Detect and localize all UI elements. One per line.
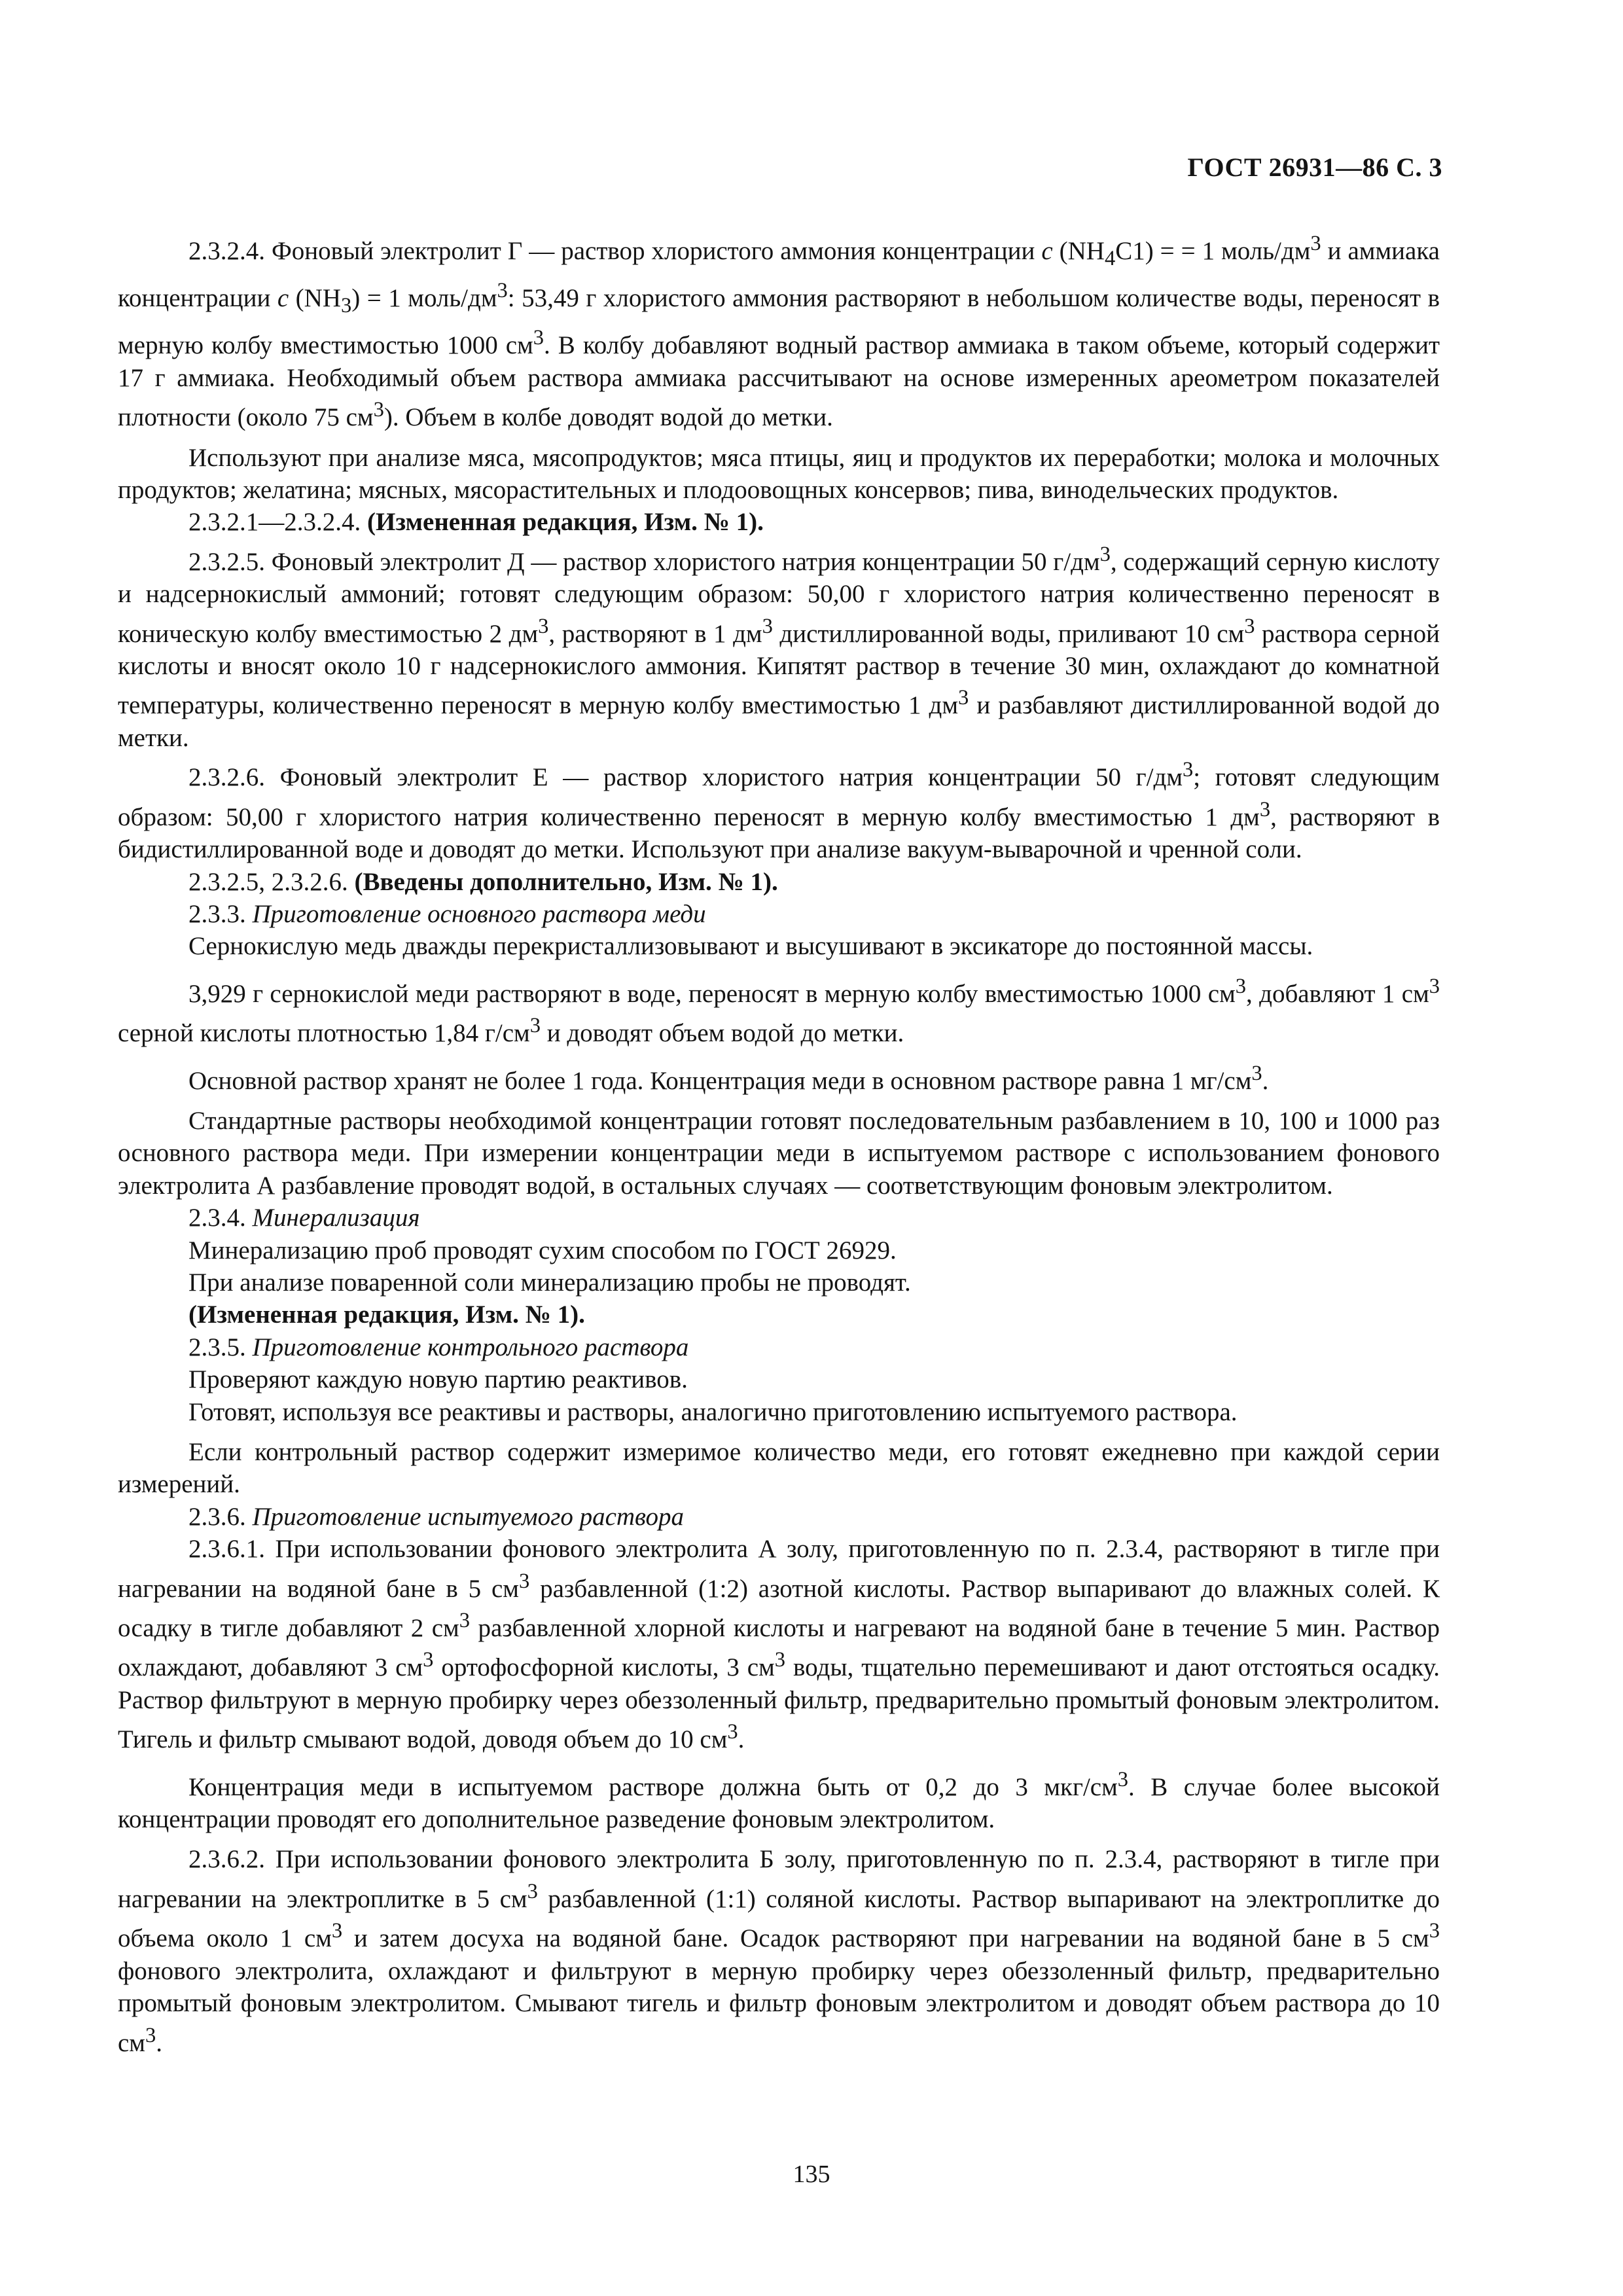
paragraph: 2.3.4. Минерализация bbox=[188, 1204, 420, 1232]
paragraph: Сернокислую медь дважды перекристаллизовывают и высушивают в эксикаторе до постоянной массы. bbox=[188, 932, 1313, 961]
paragraph: Концентрация меди в испытуемом растворе должна быть от 0,2 до 3 мкг/$см^3$. В случае более высокой концентрации проводят его дополнительное разведение фоновым электролитом. bbox=[118, 1767, 1440, 1834]
paragraph: Проверяют каждую новую партию реактивов. bbox=[188, 1365, 688, 1394]
document-body bbox=[118, 228, 1440, 2059]
paragraph: 2.3.2.5. Фоновый электролит Д — раствор хлористого натрия концентрации 50 $г/дм^3$, содержащий серную кислоту и надсернокислый аммоний; готовят следующим образом: 50,00 г хлористого натрия количественно переносят в коническую колбу вместимостью 2 $дм^3$, растворяют в 1 $дм^3$ дистиллированной воды, приливают 10 $см^3$ раствора серной кислоты и вносят около 10 г надсернокислого аммония. Кипятят раствор в течение 30 мин, охлаждают до комнатной температуры, количественно переносят в мерную колбу вместимостью 1 $дм^3$ и разбавляют дистиллированной водой до метки. bbox=[118, 542, 1440, 752]
paragraph: 2.3.6.1. При использовании фонового электролита А золу, приготовленную по п. 2.3.4, растворяют в тигле при нагревании на водяной бане в 5 $см^3$ разбавленной (1:2) азотной кислоты. Раствор выпаривают до влажных солей. К осадку в тигле добавляют 2 $см^3$ разбавленной хлорной кислоты и нагревают на водяной бане в течение 5 мин. Раствор охлаждают, добавляют 3 $см^3$ ортофосфорной кислоты, 3 $см^3$ воды, тщательно перемешивают и дают отстояться осадку. Раствор фильтруют в мерную пробирку через обеззоленный фильтр, предварительно промытый фоновым электролитом. Тигель и фильтр смывают водой, доводя объем до 10 $см^3$. bbox=[118, 1535, 1440, 1754]
paragraph: 2.3.6. Приготовление испытуемого раствора bbox=[188, 1502, 684, 1531]
page-number: 135 bbox=[793, 2161, 830, 2188]
paragraph: 2.3.5. Приготовление контрольного раствора bbox=[188, 1333, 689, 1361]
paragraph: При анализе поваренной соли минерализацию пробы не проводят. bbox=[188, 1268, 911, 1297]
paragraph: 2.3.2.4. Фоновый электролит Г — раствор хлористого аммония концентрации с $(NH_4C1)$ = = 1 моль/$дм^3$ и аммиака концентрации с $(NH_3) = 1$ моль/$дм^3$: 53,49 г хлористого аммония растворяют в небольшом количестве воды, переносят в мерную колбу вместимостью 1000 $см^3$. В колбу добавляют водный раствор аммиака в таком объеме, который содержит 17 г аммиака. Необходимый объем раствора аммиака рассчитывают на основе измеренных ареометром показателей плотности (около 75 $см^3$). Объем в колбе доводят водой до метки. bbox=[118, 232, 1440, 432]
page-header: ГОСТ 26931—86 С. 3 bbox=[1187, 152, 1442, 182]
paragraph: 2.3.3. Приготовление основного раствора меди bbox=[188, 899, 706, 928]
paragraph: Готовят, используя все реактивы и растворы, аналогично приготовлению испытуемого раствора. bbox=[188, 1397, 1238, 1426]
paragraph: 2.3.2.5, 2.3.2.6. (Введены дополнительно, Изм. № 1). bbox=[188, 867, 778, 896]
paragraph: Стандартные растворы необходимой концентрации готовят последовательным разбавлением в 10, 100 и 1000 раз основного раствора меди. При измерении концентрации меди в испытуемом растворе с использованием фонового электролита А разбавление проводят водой, в остальных случаях — соответствующим фоновым электролитом. bbox=[118, 1106, 1440, 1200]
paragraph: Если контрольный раствор содержит измеримое количество меди, его готовят ежедневно при каждой серии измерений. bbox=[118, 1438, 1440, 1499]
paragraph: Минерализацию проб проводят сухим способом по ГОСТ 26929. bbox=[188, 1236, 897, 1265]
paragraph: (Измененная редакция, Изм. № 1). bbox=[188, 1300, 585, 1329]
paragraph: Основной раствор хранят не более 1 года. Концентрация меди в основном растворе равна 1 $мг/см^3$. bbox=[188, 1061, 1269, 1095]
paragraph: 3,929 г сернокислой меди растворяют в воде, переносят в мерную колбу вместимостью 1000 $см^3$, добавляют 1 $см^3$ серной кислоты плотностью 1,84 $г/см^3$ и доводят объем водой до метки. bbox=[118, 974, 1440, 1048]
paragraph: 2.3.2.6. Фоновый электролит Е — раствор хлористого натрия концентрации 50 $г/дм^3$; готовят следующим образом: 50,00 г хлористого натрия количественно переносят в мерную колбу вместимостью 1 $дм^3$, растворяют в бидистиллированной воде и доводят до метки. Используют при анализе вакуум-выварочной и чренной соли. bbox=[118, 758, 1440, 864]
paragraph: 2.3.2.1—2.3.2.4. (Измененная редакция, Изм. № 1). bbox=[188, 508, 764, 537]
paragraph: Используют при анализе мяса, мясопродуктов; мяса птицы, яиц и продуктов их переработки; молока и молочных продуктов; желатина; мясных, мясорастительных и плодоовощных консервов; пива, винодельческих продуктов. bbox=[118, 443, 1440, 505]
paragraph: 2.3.6.2. При использовании фонового электролита Б золу, приготовленную по п. 2.3.4, растворяют в тигле при нагревании на электроплитке в 5 $см^3$ разбавленной (1:1) соляной кислоты. Раствор выпаривают на электроплитке до объема около 1 $см^3$ и затем досуха на водяной бане. Осадок растворяют при нагревании на водяной бане в 5 $см^3$ фонового электролита, охлаждают и фильтруют в мерную пробирку через обеззоленный фильтр, предварительно промытый фоновым электролитом. Смывают тигель и фильтр фоновым электролитом и доводят объем раствора до 10 $см^3$. bbox=[118, 1845, 1440, 2057]
